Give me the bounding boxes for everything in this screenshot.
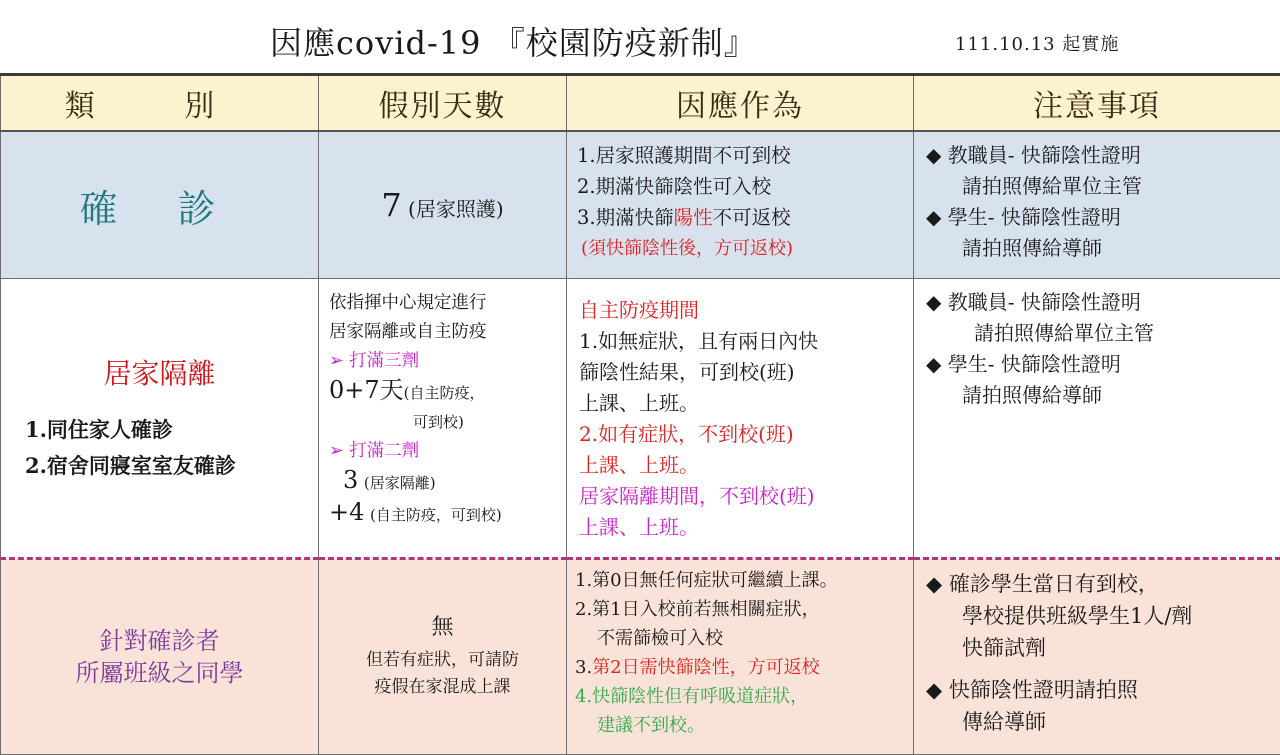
note-line: ◆ 快篩陰性證明請拍照 [926,674,1280,706]
action-line: 自主防疫期間 [579,295,913,326]
table-row [1,279,1280,559]
actions-cell [567,279,914,559]
table-row [1,131,1280,279]
action-line: 2.第1日入校前若無相關症狀， [575,595,913,624]
days-cell [319,559,567,755]
action-line: 1.居家照護期間不可到校 [577,140,913,171]
note-line: 請拍照傳給單位主管 [926,171,1280,202]
note-line: 傳給導師 [926,706,1280,738]
action-line: (須快篩陰性後，方可返校) [577,233,913,264]
action-line: 上課、上班。 [579,450,913,481]
page-title: 因應covid-19 『校園防疫新制』 [270,18,757,64]
days-line: 疫假在家混成上課 [319,674,566,701]
note-line: 請拍照傳給單位主管 [926,318,1280,349]
col-header-actions: 因應作為 [567,75,914,132]
notes-cell [914,559,1280,755]
category-item: 1.同住家人確診 [25,412,318,448]
table-row [1,559,1280,755]
note-line: ◆ 確診學生當日有到校， [926,568,1280,600]
action-line: 3.第2日需快篩陰性，方可返校 [575,653,913,682]
days-note: (居家照護) [408,197,504,221]
action-line: 不需篩檢可入校 [575,624,913,653]
note-line: ◆ 教職員- 快篩陰性證明 [926,287,1280,318]
category-cell [1,131,319,279]
policy-table [0,73,1280,755]
days-line: +4 (自主防疫，可到校) [329,498,566,530]
note-line: 請拍照傳給導師 [926,380,1280,411]
col-header-notes: 注意事項 [914,75,1280,132]
action-line: 1.第0日無任何症狀可繼續上課。 [575,566,913,595]
category-classmates: 所屬班級之同學 [1,657,318,689]
days-line: 但若有症狀，可請防 [319,647,566,674]
effective-date: 111.10.13 起實施 [955,30,1119,56]
notes-cell [914,279,1280,559]
actions-cell [567,131,914,279]
action-line: 2.如有症狀，不到校(班) [579,419,913,450]
action-line: 建議不到校。 [575,711,913,740]
days-line: 可到校) [329,408,566,437]
category-item: 2.宿舍同寢室室友確診 [25,448,318,484]
header-row [1,75,1280,132]
positive-highlight: 陽性 [674,206,713,229]
action-line: 1.如無症狀，且有兩日內快 [579,326,913,357]
note-line: 學校提供班級學生1人/劑 [926,600,1280,632]
notes-cell [914,131,1280,279]
action-line: 居家隔離期間，不到校(班) [579,481,913,512]
note-line: ◆ 學生- 快篩陰性證明 [926,202,1280,233]
action-line: 上課、上班。 [579,512,913,543]
note-line: 快篩試劑 [926,632,1280,664]
category-cell [1,279,319,559]
action-line: 2.期滿快篩陰性可入校 [577,171,913,202]
note-line: 請拍照傳給導師 [926,233,1280,264]
col-header-days: 假別天數 [319,75,567,132]
action-line: 3.期滿快篩陽性不可返校 [577,202,913,233]
action-line: 篩陰性結果，可到校(班) [579,357,913,388]
category-quarantine: 居家隔離 [1,352,318,392]
category-confirmed: 確 診 [79,187,239,231]
days-line: 居家隔離或自主防疫 [329,318,566,347]
action-line: 上課、上班。 [579,388,913,419]
note-line: ◆ 教職員- 快篩陰性證明 [926,140,1280,171]
days-line: 3 (居家隔離) [329,466,566,498]
days-value: 7 [381,186,401,224]
col-header-category: 類 別 [1,75,319,132]
days-line: ➢ 打滿二劑 [329,437,566,466]
action-line: 4.快篩陰性但有呼吸道症狀， [575,682,913,711]
days-value: 無 [319,614,566,641]
days-cell [319,131,567,279]
days-cell [319,279,567,559]
note-line: ◆ 學生- 快篩陰性證明 [926,349,1280,380]
days-line: 依指揮中心規定進行 [329,289,566,318]
days-line: ➢ 打滿三劑 [329,347,566,376]
days-line: 0+7天(自主防疫， [329,376,566,408]
category-classmates: 針對確診者 [1,625,318,657]
actions-cell [567,559,914,755]
category-cell [1,559,319,755]
